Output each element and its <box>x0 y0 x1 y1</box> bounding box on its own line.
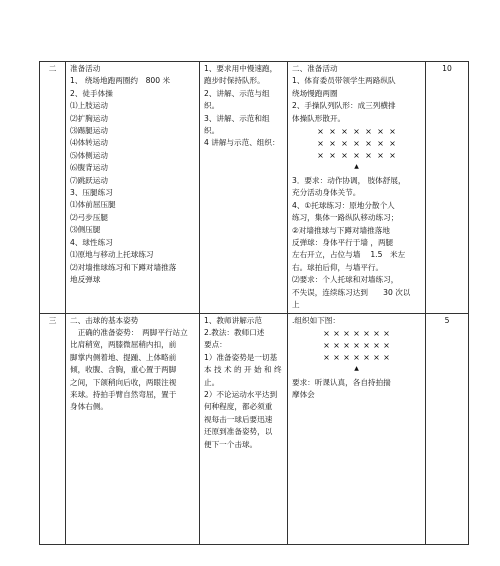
student-mark: × <box>383 328 390 338</box>
student-line: 摩体会 <box>292 390 315 400</box>
student-line: 体操队形散开。 <box>292 113 346 123</box>
student-line: 左右开立，占位与墙 1.5 米左 <box>292 250 406 260</box>
student-mark: × <box>353 352 360 362</box>
student-mark: × <box>317 127 324 137</box>
student-mark: × <box>389 127 396 137</box>
student-mark: × <box>377 151 384 161</box>
student-mark: × <box>353 151 360 161</box>
student-mark: × <box>323 352 330 362</box>
teacher-line: 1、要求用中慢速跑， <box>204 64 278 73</box>
student-line: 3．要求：动作协调， 肢体舒展， <box>292 176 406 186</box>
time-cell: 5 <box>426 313 469 544</box>
content-line: 身体右侧。 <box>70 402 108 412</box>
student-mark: × <box>333 328 340 338</box>
formation-row <box>292 328 421 340</box>
student-line: 充分活动身体关节。 <box>292 188 361 198</box>
content-line: 来球。持拍手臂自然弯屈，置于 <box>70 389 177 399</box>
student-mark: × <box>353 127 360 137</box>
content-line: 脚掌内侧着地、提踵、上体略前 <box>70 352 177 362</box>
content-line: ⑷体转运动 <box>70 138 108 148</box>
student-mark: × <box>383 352 390 362</box>
student-line: .组织如下图： <box>292 315 340 325</box>
teacher-line: 本 技 术 的 开 始 和 终 <box>204 365 282 375</box>
lesson-plan-table <box>39 61 469 545</box>
content-line: ⑶侧压腿 <box>70 225 101 235</box>
student-line: 右。球拍后仰，与墙平行。 <box>292 262 384 272</box>
student-organization-cell <box>288 313 426 544</box>
teacher-line: 3、讲解、示范和组织。 <box>204 113 270 136</box>
student-mark: × <box>383 340 390 350</box>
teacher-method-cell <box>200 313 288 544</box>
student-mark: × <box>341 151 348 161</box>
teacher-method-cell <box>200 62 288 314</box>
student-mark: × <box>377 127 384 137</box>
student-mark: × <box>373 340 380 350</box>
content-line: ⑴上肢运动 <box>70 101 108 111</box>
student-line: ⑵要求：个人托球和对墙练习， <box>292 275 399 285</box>
teacher-line: 视每击一球后要迅速 <box>204 414 273 424</box>
formation-row <box>292 138 421 150</box>
student-line: ②对墙推球与下蹲对墙推落地 <box>292 225 390 235</box>
student-mark: × <box>353 340 360 350</box>
student-mark: × <box>353 328 360 338</box>
content-line: 4、球性练习 <box>70 237 113 247</box>
student-mark: × <box>373 352 380 362</box>
student-mark: × <box>377 139 384 149</box>
teacher-line: 2）不论运动水平达到 <box>204 389 278 399</box>
student-mark: × <box>323 340 330 350</box>
teacher-line: 2、讲解、示范与组织。 <box>204 88 270 111</box>
table-row <box>40 313 469 544</box>
content-line: 3、压腿练习 <box>70 188 113 198</box>
student-mark: × <box>317 151 324 161</box>
student-mark: × <box>341 139 348 149</box>
section-number: 二 <box>40 62 66 314</box>
teacher-line: 1、教师讲解示范 <box>204 315 262 325</box>
content-line: ⑵扩胸运动 <box>70 113 108 123</box>
student-mark: × <box>343 352 350 362</box>
content-line: ⑹腹背运动 <box>70 163 108 173</box>
formation-row <box>292 340 421 352</box>
content-line: ⑴体前屈压腿 <box>70 200 116 210</box>
content-line: ⑶踢腿运动 <box>70 126 108 136</box>
student-organization-cell <box>288 62 426 314</box>
section-number: 三 <box>40 313 66 544</box>
student-line: 要求：听课认真，各自持拍揣 <box>292 377 391 387</box>
formation-diagram <box>292 328 421 374</box>
student-mark: × <box>329 151 336 161</box>
student-mark: × <box>365 139 372 149</box>
formation-row <box>292 352 421 364</box>
student-mark: × <box>363 328 370 338</box>
content-line: 比肩稍宽，两膝微屈稍内扣，前 <box>70 340 177 350</box>
student-mark: × <box>365 127 372 137</box>
student-mark: × <box>363 352 370 362</box>
student-mark: × <box>329 127 336 137</box>
student-mark: × <box>333 352 340 362</box>
student-line: 上 <box>292 300 300 310</box>
student-mark: × <box>317 139 324 149</box>
teacher-marker-icon: ▲ <box>354 364 359 372</box>
student-mark: × <box>353 139 360 149</box>
teacher-line: 2.教法：教师口述 <box>204 327 265 337</box>
time-cell: 10 <box>426 62 469 314</box>
student-mark: × <box>323 328 330 338</box>
student-mark: × <box>365 151 372 161</box>
formation-row <box>292 150 421 162</box>
content-line: ⑺跳跃运动 <box>70 175 108 185</box>
content-line: 之间，下颌稍向后收，两眼注视 <box>70 377 177 387</box>
content-line: 地反弹球 <box>70 274 101 284</box>
student-line: 反弹球：身体平行于墙 ，两腿 <box>292 238 394 248</box>
teacher-marker-icon: ▲ <box>354 163 359 171</box>
teacher-line: 4 讲解与示范、组织： <box>204 138 280 148</box>
student-mark: × <box>333 340 340 350</box>
student-line: 二、准备活动 <box>292 64 338 73</box>
content-line: 2、徒手体操 <box>70 88 113 98</box>
student-mark: × <box>389 139 396 149</box>
student-line: 不失误，连续练习达到 30 次以 <box>292 287 411 297</box>
content-line: ⑵对墙推球练习和下蹲对墙推落 <box>70 262 177 272</box>
formation-row <box>292 126 421 138</box>
teacher-line: 要点： <box>204 340 227 350</box>
formation-diagram <box>292 126 421 172</box>
student-line: 4、①托球练习：原地分散个人 <box>292 200 395 210</box>
student-mark: × <box>389 151 396 161</box>
content-line: 1、 绕场地跑两圈约 800 米 <box>70 76 171 86</box>
teacher-line: 何种程度，都必须重 <box>204 402 273 412</box>
teacher-line: 跑步时保持队形。 <box>204 76 265 86</box>
content-line: 正确的准备姿势： 两脚平行站立 <box>70 327 188 337</box>
content-line: 准备活动 <box>70 64 101 73</box>
content-line: ⑴原地与移动上托球练习 <box>70 250 154 260</box>
student-mark: × <box>343 328 350 338</box>
content-cell <box>66 62 200 314</box>
student-mark: × <box>341 127 348 137</box>
teacher-line: 止。 <box>204 377 220 387</box>
student-line: 1、体育委员带领学生两路纵队 <box>292 76 396 86</box>
student-mark: × <box>363 340 370 350</box>
teacher-line: 便下一个击球。 <box>204 439 258 449</box>
student-mark: × <box>343 340 350 350</box>
student-mark: × <box>373 328 380 338</box>
teacher-line: 还原到准备姿势，以 <box>204 427 273 437</box>
content-line: ⑸体侧运动 <box>70 150 108 160</box>
student-line: 绕场慢跑两圈 <box>292 88 338 98</box>
content-line: ⑵弓步压腿 <box>70 212 108 222</box>
table-row <box>40 62 469 314</box>
content-line: 倾，收腹、含胸，重心置于两脚 <box>70 365 177 375</box>
student-mark: × <box>329 139 336 149</box>
content-cell <box>66 313 200 544</box>
content-line: 二、击球的基本姿势 <box>70 315 139 325</box>
student-line: 练习，集体一路纵队移动练习； <box>292 213 399 223</box>
student-line: 2、手操队列队形：成三列横排 <box>292 101 396 111</box>
teacher-line: 1）准备姿势是一切基 <box>204 352 278 362</box>
